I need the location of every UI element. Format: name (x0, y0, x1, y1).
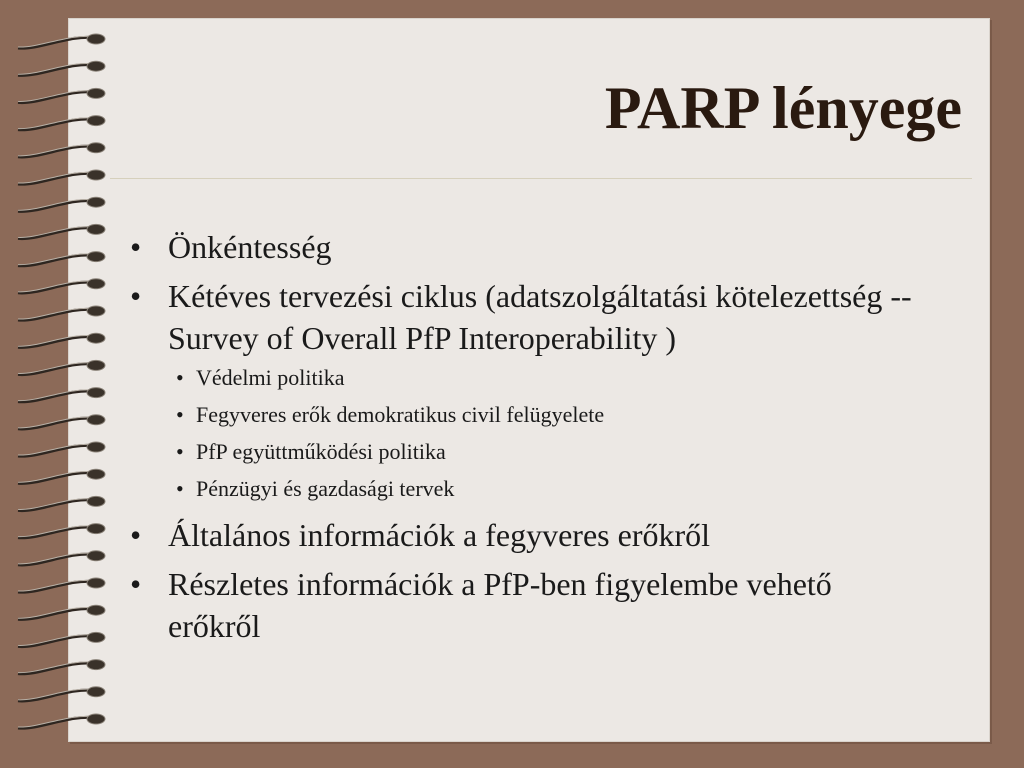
sub-bullet-item: • Fegyveres erők demokratikus civil felügyelete (168, 402, 920, 428)
spiral-hole (87, 252, 105, 262)
spiral-hole (87, 306, 105, 316)
spiral-hole (87, 469, 105, 479)
title-divider (110, 178, 972, 179)
spiral-hole (87, 578, 105, 588)
sub-bullet-item: • PfP együttműködési politika (168, 439, 920, 465)
spiral-hole (87, 88, 105, 98)
spiral-hole (87, 388, 105, 398)
spiral-hole (87, 143, 105, 153)
bullet-item: • Önkéntesség (120, 226, 920, 268)
spiral-hole (87, 197, 105, 207)
spiral-hole (87, 632, 105, 642)
sub-bullet-item: • Védelmi politika (168, 365, 920, 391)
spiral-hole (87, 687, 105, 697)
spiral-hole (87, 524, 105, 534)
sub-bullet-list (168, 365, 920, 502)
spiral-hole (87, 116, 105, 126)
spiral-hole (87, 360, 105, 370)
sub-bullet-item: • Pénzügyi és gazdasági tervek (168, 476, 920, 502)
spiral-hole (87, 279, 105, 289)
spiral-hole (87, 170, 105, 180)
spiral-hole (87, 333, 105, 343)
spiral-hole (87, 714, 105, 724)
spiral-hole (87, 660, 105, 670)
spiral-binding-icon (0, 0, 140, 768)
spiral-hole (87, 224, 105, 234)
bullet-text: Kétéves tervezési ciklus (adatszolgáltatási kötelezettség -- Survey of Overall PfP Interoperability ) (168, 278, 912, 356)
spiral-hole (87, 605, 105, 615)
bullet-item: • Általános információk a fegyveres erőkről (120, 514, 920, 556)
spiral-hole (87, 496, 105, 506)
spiral-hole (87, 61, 105, 71)
slide-title: PARP lényege (604, 75, 962, 141)
bullet-list (120, 226, 920, 654)
spiral-hole (87, 551, 105, 561)
spiral-hole (87, 415, 105, 425)
bullet-item: • Részletes információk a PfP-ben figyelembe vehető erőkről (120, 563, 920, 647)
spiral-hole (87, 442, 105, 452)
bullet-item (120, 275, 920, 502)
spiral-hole (87, 34, 105, 44)
